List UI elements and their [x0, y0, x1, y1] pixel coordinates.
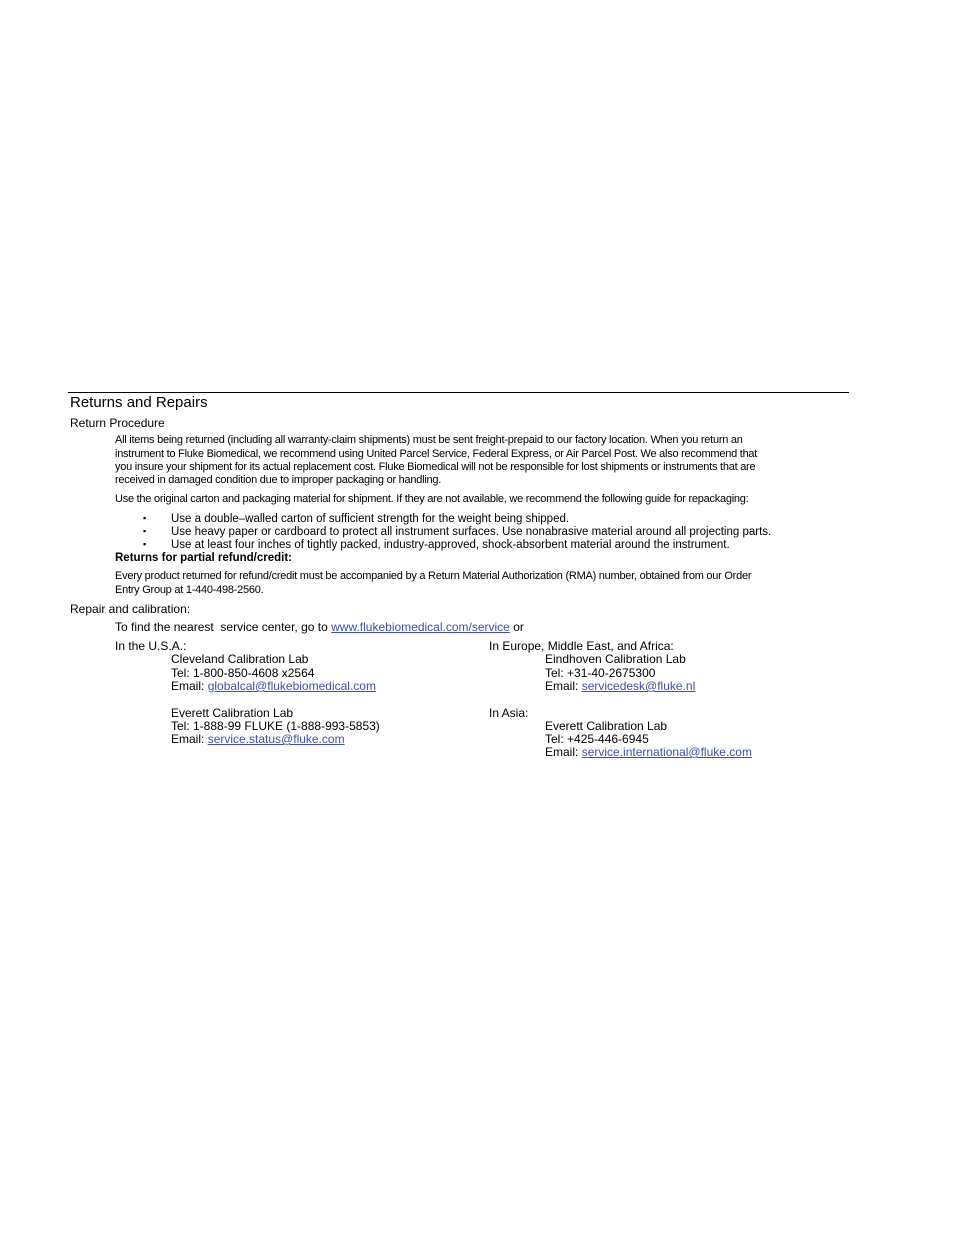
lab-phone: Tel: 1-888-99 FLUKE (1-888-993-5853) [171, 719, 380, 733]
paragraph-line: All items being returned (including all warranty-claim shipments) must be sent freight-prepaid to our factory location. When you return an [115, 434, 743, 446]
paragraph-line: instrument to Fluke Biomedical, we recommend using United Parcel Service, Federal Express, or Air Parcel Post. We also recommend that [115, 448, 758, 460]
partial-refund-heading: Returns for partial refund/credit: [115, 552, 292, 564]
bullet-icon: ▪ [143, 526, 147, 536]
section-title: Returns and Repairs [70, 394, 208, 411]
email-link[interactable]: globalcal@flukebiomedical.com [207, 679, 376, 693]
repackaging-paragraph: Use the original carton and packaging material for shipment. If they are not available, we recommend the following guide for repackaging: [115, 493, 749, 505]
lab-name: Cleveland Calibration Lab [171, 652, 309, 666]
email-link[interactable]: servicedesk@fluke.nl [581, 679, 696, 693]
lab-name: Everett Calibration Lab [171, 706, 294, 720]
lab-email-line [171, 680, 376, 693]
intro-text: To find the nearest service center, go to [115, 620, 332, 634]
bullet-icon: ▪ [143, 539, 147, 549]
list-item [143, 512, 569, 526]
europe-region-label: In Europe, Middle East, and Africa: [489, 639, 674, 653]
section-divider [68, 392, 849, 393]
lab-email-line [545, 746, 752, 759]
intro-suffix-text: or [509, 620, 524, 634]
service-website-link[interactable]: www.flukebiomedical.com/service [331, 620, 510, 634]
paragraph-line: you insure your shipment for its actual replacement cost. Fluke Biomedical will not be responsible for lost shipments or instruments that are [115, 461, 756, 473]
list-item [143, 525, 771, 539]
lab-phone: Tel: 1-800-850-4608 x2564 [171, 666, 315, 680]
usa-region-label: In the U.S.A.: [115, 639, 187, 653]
paragraph-line: received in damaged condition due to improper packaging or handling. [115, 474, 442, 486]
lab-email-line [171, 733, 345, 746]
service-center-intro [115, 621, 524, 634]
repair-calibration-heading: Repair and calibration: [70, 602, 191, 616]
lab-phone: Tel: +425-446-6945 [545, 732, 649, 746]
paragraph-line: Entry Group at 1-440-498-2560. [115, 584, 264, 596]
asia-region-label: In Asia: [489, 706, 529, 720]
list-item-text: Use heavy paper or cardboard to protect all instrument surfaces. Use nonabrasive material around all projecting parts. [171, 526, 772, 538]
email-link[interactable]: service.international@fluke.com [581, 745, 752, 759]
lab-name: Everett Calibration Lab [545, 719, 668, 733]
bullet-icon: ▪ [143, 513, 147, 523]
email-label: Email: [171, 679, 208, 693]
email-link[interactable]: service.status@fluke.com [207, 732, 345, 746]
email-label: Email: [171, 732, 208, 746]
email-label: Email: [545, 745, 582, 759]
list-item-text: Use at least four inches of tightly packed, industry-approved, shock-absorbent material around the instrument. [171, 539, 730, 551]
lab-phone: Tel: +31-40-2675300 [545, 666, 656, 680]
list-item [143, 538, 730, 552]
email-label: Email: [545, 679, 582, 693]
paragraph-line: Every product returned for refund/credit must be accompanied by a Return Material Authorization (RMA) number, obtained from our Order [115, 570, 752, 582]
return-procedure-heading: Return Procedure [70, 416, 165, 430]
lab-email-line [545, 680, 695, 693]
lab-name: Eindhoven Calibration Lab [545, 652, 686, 666]
list-item-text: Use a double–walled carton of sufficient strength for the weight being shipped. [171, 513, 570, 525]
